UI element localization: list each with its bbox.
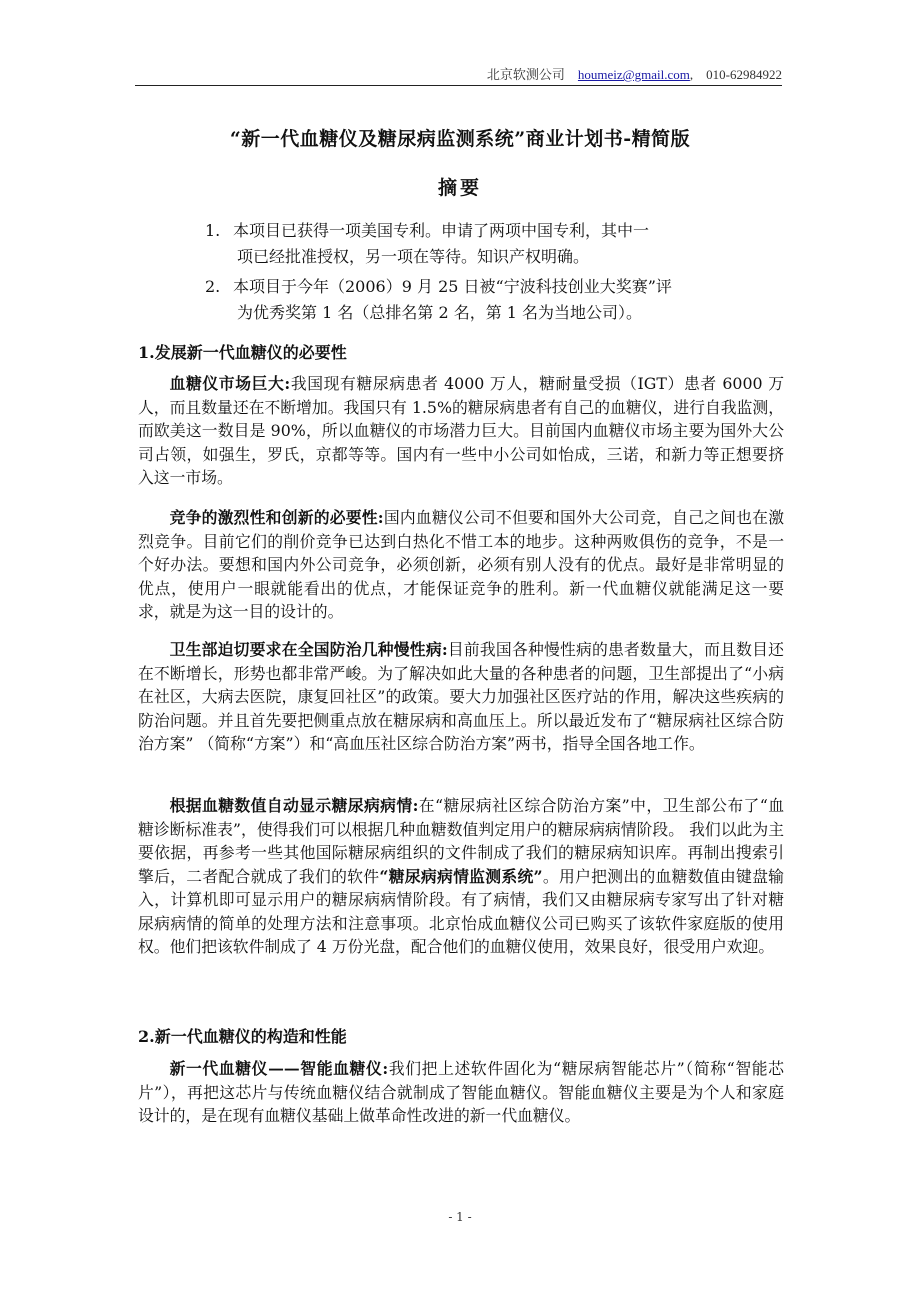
summary-item-line1: 本项目于今年（2006）9 月 25 日被“宁波科技创业大奖赛”评 bbox=[233, 277, 672, 296]
paragraph-text: 我国现有糖尿病患者 4000 万人，糖耐量受损（IGT）患者 6000 万人，而且数量还在不断增加。我国只有 1.5%的糖尿病患者有自己的血糖仪，进行自我监测，而欧美这一数目是 90%，所以血糖仪的市场潜力巨大。目前国内血糖仪市场主要为国外大公司占领，如强生，罗氏，京都等等。国内有一些中小公司如怡成，三诺，和新力等正想要挤入这一市场。 bbox=[138, 374, 784, 487]
body-paragraph bbox=[138, 372, 784, 490]
body-paragraph bbox=[138, 1057, 784, 1128]
summary-item bbox=[205, 218, 725, 270]
header-divider bbox=[135, 85, 782, 86]
paragraph-text-continued: 。用户把测出的血糖数值由键盘输入，计算机即可显示用户的糖尿病病情阶段。有了病情，我们又由糖尿病专家写出了针对糖尿病病情的简单的处理方法和注意事项。北京怡成血糖仪公司已购买了该软件家庭版的使用权。他们把该软件制成了 4 万份光盘，配合他们的血糖仪使用，效果良好，很受用户欢迎。 bbox=[138, 866, 784, 956]
paragraph-lead: 卫生部迫切要求在全国防治几种慢性病: bbox=[169, 640, 448, 659]
page-header bbox=[135, 64, 782, 83]
header-separator: , bbox=[689, 67, 694, 82]
summary-item-line2: 项已经批准授权，另一项在等待。知识产权明确。 bbox=[237, 247, 590, 266]
body-paragraph bbox=[138, 506, 784, 624]
paragraph-text: 目前我国各种慢性病的患者数量大，而且数目还在不断增长，形势也都非常严峻。为了解决如此大量的各种患者的问题，卫生部提出了“小病在社区，大病去医院，康复回社区”的政策。要大力加强社区医疗站的作用，解决这些疾病的防治问题。并且首先要把侧重点放在糖尿病和高血压上。所以最近发布了“糖尿病社区综合防治方案” （简称“方案”）和“高血压社区综合防治方案”两书，指导全国各地工作。 bbox=[138, 640, 784, 753]
document-subtitle: 摘要 bbox=[437, 177, 482, 199]
section-heading: 1.发展新一代血糖仪的必要性 bbox=[138, 343, 347, 362]
summary-item-number: 2. bbox=[205, 277, 221, 296]
header-company: 北京软测公司 bbox=[486, 67, 565, 82]
summary-item-number: 1. bbox=[205, 221, 221, 240]
paragraph-emphasis: “糖尿病病情监测系统” bbox=[379, 866, 543, 886]
summary-item bbox=[205, 274, 725, 326]
paragraph-lead: 根据血糖数值自动显示糖尿病病情: bbox=[169, 796, 419, 815]
body-paragraph bbox=[138, 794, 784, 959]
page-number: - 1 - bbox=[448, 1210, 472, 1224]
paragraph-text: 我们把上述软件固化为“糖尿病智能芯片”（简称“智能芯片”），再把这芯片与传统血糖仪结合就制成了智能血糖仪。智能血糖仪主要是为个人和家庭设计的，是在现有血糖仪基础上做革命性改进的新一代血糖仪。 bbox=[138, 1059, 784, 1125]
paragraph-lead: 新一代血糖仪——智能血糖仪: bbox=[169, 1059, 389, 1078]
paragraph-lead: 竞争的激烈性和创新的必要性: bbox=[169, 508, 384, 527]
paragraph-lead: 血糖仪市场巨大: bbox=[169, 374, 291, 393]
section-heading: 2.新一代血糖仪的构造和性能 bbox=[138, 1027, 347, 1046]
body-paragraph bbox=[138, 638, 784, 756]
header-email-link[interactable]: houmeiz@gmail.com bbox=[577, 67, 690, 82]
paragraph-text: 在“糖尿病社区综合防治方案”中，卫生部公布了“血糖诊断标准表”，使得我们可以根据几种血糖数值判定用户的糖尿病病情阶段。 我们以此为主要依据，再参考一些其他国际糖尿病组织的文件制成了我们的糖尿病知识库。再制出搜索引擎后，二者配合就成了我们的软件 bbox=[138, 796, 784, 886]
document-title: “新一代血糖仪及糖尿病监测系统”商业计划书-精简版 bbox=[229, 128, 691, 150]
summary-item-line1: 本项目已获得一项美国专利。申请了两项中国专利，其中一 bbox=[233, 221, 650, 240]
summary-item-line2: 为优秀奖第 1 名（总排名第 2 名，第 1 名为当地公司）。 bbox=[237, 303, 643, 322]
header-phone: 010-62984922 bbox=[706, 67, 782, 82]
paragraph-text: 国内血糖仪公司不但要和国外大公司竞，自己之间也在激烈竞争。目前它们的削价竞争已达到白热化不惜工本的地步。这种两败俱伤的竞争，不是一个好办法。要想和国内外公司竞争，必须创新，必须有别人没有的优点。最好是非常明显的优点，使用户一眼就能看出的优点，才能保证竞争的胜利。新一代血糖仪就能满足这一要求，就是为这一目的设计的。 bbox=[138, 508, 784, 621]
